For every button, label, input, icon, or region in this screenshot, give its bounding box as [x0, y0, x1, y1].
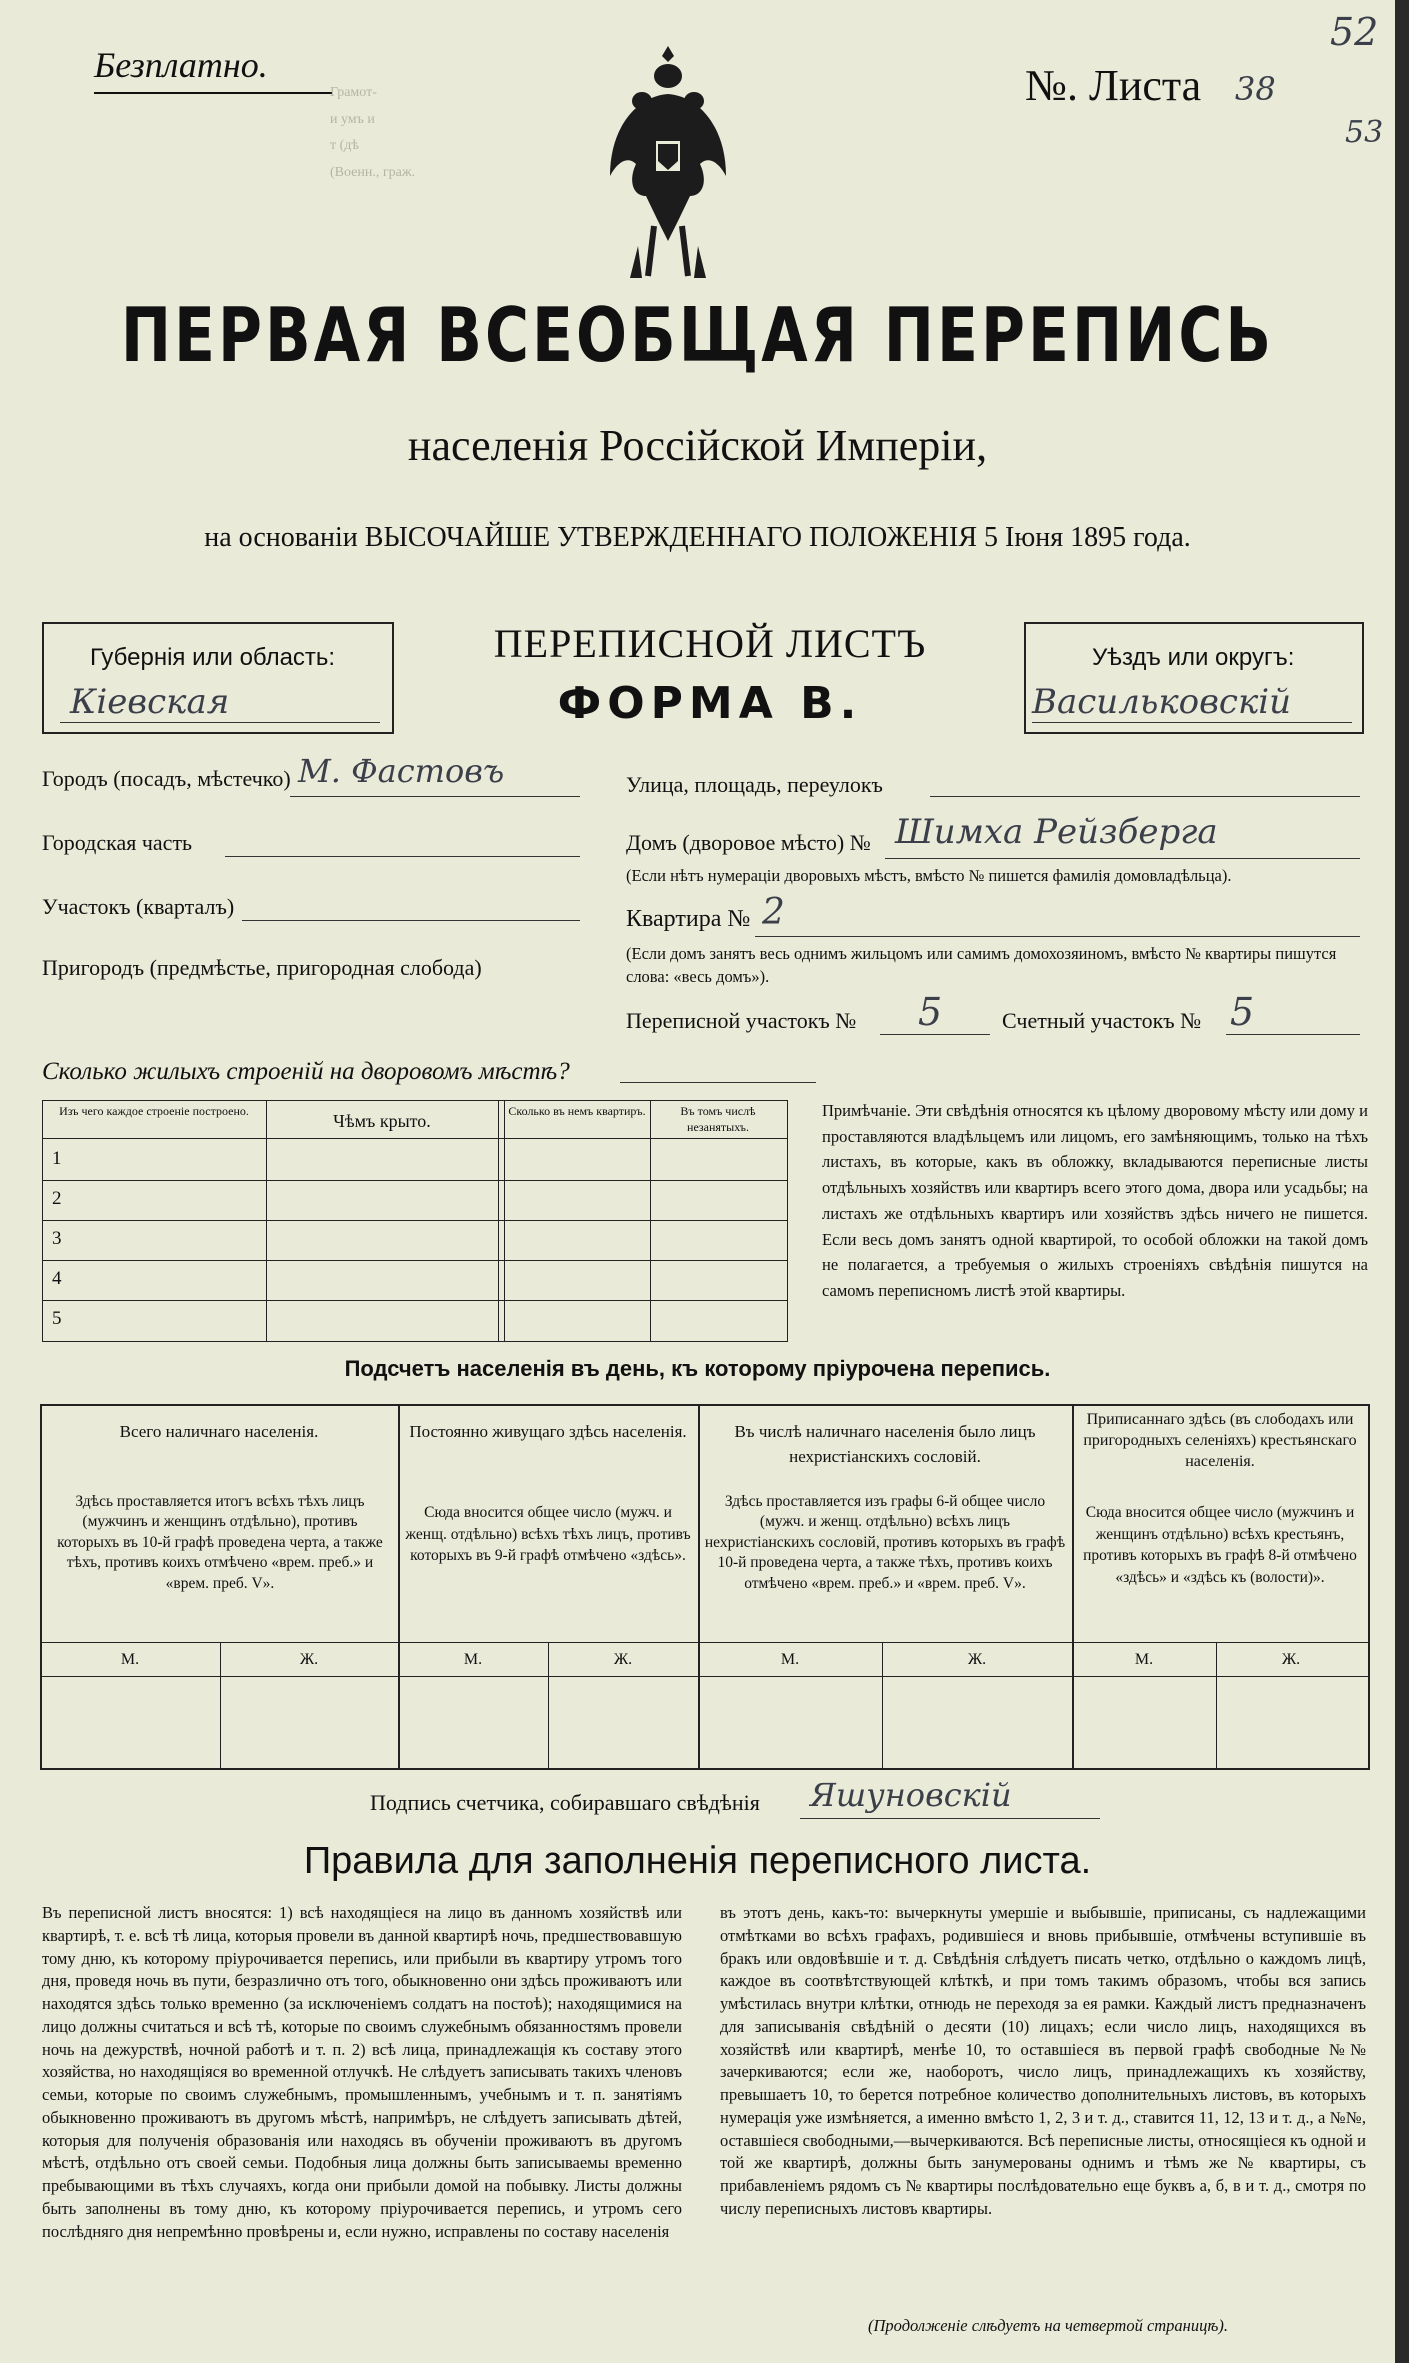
- double-headed-eagle-icon: [608, 46, 728, 281]
- buildings-row-1: 1: [52, 1148, 62, 1169]
- form-sheet-title: ПЕРЕПИСНОЙ ЛИСТЪ: [493, 621, 927, 666]
- apartment-value: 2: [762, 892, 785, 933]
- rules-right-column: въ этотъ день, какъ-то: вычеркнуты умершіе и выбывшіе, приписаны, съ надлежащими отмѣтками во всѣхъ графахъ, родившіеся и вновь прибывшіе, отмѣчены вступившіе въ бракъ или овдовѣвшіе и т. д. Свѣдѣнія слѣдуетъ писать четко, отдѣльно о каждомъ лицѣ, каждое въ соотвѣтствующей клѣткѣ, и при томъ такимъ образомъ, чтобы вся запись умѣстилась внутри клѣтки, отнюдь не переходя за ея рамки. Каждый листъ предназначенъ для записыванія свѣдѣній о десяти (10) лицахъ; если число лицъ, находящихся въ хозяйствѣ или квартирѣ, менѣе 10, то оставшіеся въ первой графѣ свободные №№ зачеркиваются; если же, наоборотъ, число лицъ, принадлежащихъ къ хозяйству, превышаетъ 10, то берется потребное количество дополнительныхъ листовъ, въ которыхъ нумерація уже измѣняется, а именно вмѣсто 1, 2, 3 и т. д., ставится 11, 12, 13 и т. д., а №№, оставшіеся свободными,—вычеркиваются. Всѣ переписные листы, относящіеся къ одной и той же квартирѣ, должны быть занумерованы однимъ и тѣмъ же № квартиры, съ прибавленіемъ рядомъ съ № квартиры послѣдовательно еще буквъ а, б, в и т. д., смотря по числу переписныхъ листовъ квартиры.: [720, 1903, 1366, 2218]
- pop-f-1: Ж.: [299, 1651, 319, 1668]
- apartment-note: (Если домъ занятъ весь однимъ жильцомъ или самимъ домохозяиномъ, вмѣсто № квартиры пишутся слова: «весь домъ»).: [626, 944, 1337, 987]
- pop-col-4-desc: Сюда вносится общее число (мужчинъ и женщинъ отдѣльно) всѣхъ крестьянъ, противъ которыхъ въ графѣ 8-й отмѣчено «здѣсь» и «здѣсь къ (волости)».: [1083, 1504, 1357, 1587]
- house-label: Домъ (дворовое мѣсто) №: [626, 830, 871, 855]
- buildings-table: [42, 1100, 788, 1342]
- pop-col-3-desc: Здѣсь проставляется изъ графы 6-й общее число (мужч. и женщ. отдѣльно) всѣхъ лицъ нехристіанскихъ сословій, противъ которыхъ въ графѣ 10-й проведена черта, а также тѣхъ, противъ коихъ отмѣчено «врем. преб.» и «врем. преб. V».: [704, 1493, 1066, 1592]
- main-title: ПЕРВАЯ ВСЕОБЩАЯ ПЕРЕПИСЬ: [120, 292, 1275, 380]
- buildings-row-2: 2: [52, 1188, 62, 1209]
- buildings-row-4: 4: [52, 1268, 62, 1289]
- sheet-number-corner-2: 53: [1345, 115, 1384, 150]
- scan-edge: [1395, 0, 1409, 2363]
- pop-m-2: М.: [463, 1651, 483, 1668]
- pop-col-1-head: Всего наличнаго населенія.: [119, 1422, 319, 1441]
- sheet-number-corner: 52: [1330, 10, 1379, 54]
- pop-f-3: Ж.: [967, 1651, 987, 1668]
- rules-continued: (Продолженіе слѣдуетъ на четвертой страницѣ).: [868, 2316, 1228, 2335]
- enumerator-signature-value: Яшуновскій: [810, 1776, 1012, 1814]
- buildings-row-5: 5: [52, 1308, 62, 1329]
- sheet-number-value: 38: [1235, 70, 1276, 108]
- province-value: Кіевская: [70, 682, 230, 722]
- pop-m-1: М.: [120, 1651, 140, 1668]
- buildings-col-apartments: Сколько въ немъ квартиръ.: [508, 1104, 646, 1118]
- note-heading: Примѣчаніе.: [822, 1101, 911, 1120]
- apartment-label: Квартира №: [626, 906, 751, 932]
- population-count-title: Подсчетъ населенія въ день, къ которому пріурочена перепись.: [344, 1356, 1051, 1381]
- house-value: Шимха Рейзберга: [895, 812, 1218, 852]
- city-value: М. Фастовъ: [298, 752, 505, 790]
- pop-m-4: М.: [1134, 1651, 1154, 1668]
- note-text: Эти свѣдѣнія относятся къ цѣлому дворовому мѣсту или дому и проставляются владѣльцемъ или лицомъ, его замѣняющимъ, только на тѣхъ листахъ, въ которые, какъ въ обложку, вкладываются переписные листы отдѣльныхъ хозяйствъ или квартиръ всего этого дома, двора или усадьбы; на листахъ же отдѣльныхъ квартиръ или хозяйствъ здѣсь ничего не пишется. Если весь домъ занятъ одной квартирой, то особой обложки на такой домъ не полагается, а требуемыя о жилыхъ строеніяхъ свѣдѣнія пишутся на самомъ переписномъ листѣ этой квартиры.: [822, 1101, 1368, 1301]
- buildings-col-vacant: Въ томъ числѣ незанятыхъ.: [680, 1104, 756, 1134]
- pop-col-1-desc: Здѣсь проставляется итогъ всѣхъ тѣхъ лицъ (мужчинъ и женщинъ отдѣльно), противъ которыхъ въ 10-й графѣ проведена черта, а также тѣхъ, противъ коихъ отмѣчено «врем. преб.» и «врем. преб. V».: [57, 1493, 383, 1592]
- counting-precinct-label: Счетный участокъ №: [1002, 1008, 1202, 1033]
- suburb-label: Пригородъ (предмѣстье, пригородная слобода): [42, 955, 482, 980]
- city-part-label: Городская часть: [42, 830, 193, 855]
- basis-line: на основаніи ВЫСОЧАЙШЕ УТВЕРЖДЕННАГО ПОЛОЖЕНІЯ 5 Іюня 1895 года.: [204, 522, 1191, 553]
- bleedthrough-left: Грамот- и умъ и т (дѣ (Военн., граж.: [330, 85, 415, 180]
- pop-col-3-head: Въ числѣ наличнаго населенія было лицъ нехристіанскихъ сословій.: [734, 1422, 1036, 1466]
- house-note: (Если нѣтъ нумераціи дворовыхъ мѣстъ, вмѣсто № пишется фамилія домовладѣльца).: [626, 866, 1232, 885]
- street-label: Улица, площадь, переулокъ: [626, 772, 883, 797]
- note-paragraph: [822, 1098, 1368, 1304]
- pop-col-2-head: Постоянно живущаго здѣсь населенія.: [409, 1422, 687, 1441]
- pop-col-4-head: Приписаннаго здѣсь (въ слободахъ или пригородныхъ селеніяхъ) крестьянскаго населенія.: [1083, 1411, 1357, 1470]
- buildings-question: Сколько жилыхъ строеній на дворовомъ мѣстѣ?: [42, 1058, 570, 1085]
- sheet-number-label: №. Листа: [1025, 61, 1202, 110]
- free-underline: [94, 92, 332, 94]
- pop-f-2: Ж.: [613, 1651, 633, 1668]
- pop-col-2-desc: Сюда вносится общее число (мужч. и женщ. отдѣльно) всѣхъ тѣхъ лицъ, противъ которыхъ въ 9-й графѣ отмѣчено «здѣсь».: [405, 1504, 691, 1565]
- census-precinct-value: 5: [918, 990, 943, 1034]
- subtitle: населенія Россійской Имперіи,: [407, 421, 988, 470]
- census-precinct-label: Переписной участокъ №: [626, 1008, 857, 1033]
- form-code: ФОРМА В.: [557, 678, 863, 729]
- district-label: Уѣздъ или округъ:: [1092, 644, 1295, 671]
- buildings-col-roof: Чѣмъ крыто.: [333, 1111, 431, 1131]
- rules-title: Правила для заполненія переписного листа.: [303, 1840, 1092, 1882]
- pop-m-3: М.: [780, 1651, 800, 1668]
- enumerator-signature-label: Подпись счетчика, собиравшаго свѣдѣнія: [370, 1790, 760, 1815]
- province-label: Губернія или область:: [90, 644, 336, 671]
- buildings-row-3: 3: [52, 1228, 62, 1249]
- free-label: Безплатно.: [94, 45, 268, 85]
- city-label: Городъ (посадъ, мѣстечко): [42, 766, 291, 791]
- district-value: Васильковскій: [1032, 682, 1292, 722]
- precinct-label: Участокъ (кварталъ): [42, 894, 235, 919]
- pop-f-4: Ж.: [1281, 1651, 1301, 1668]
- rules-left-column: Въ переписной листъ вносятся: 1) всѣ находящіеся на лицо въ данномъ хозяйствѣ или квартирѣ, т. е. всѣ тѣ лица, которыя провели въ данной квартирѣ ночь, предшествовавшую тому дню, къ которому пріурочивается перепись, или прибыли въ квартиру утромъ того дня, проведя ночь въ пути, безразлично отъ того, обыкновенно они здѣсь проживаютъ или находятся здѣсь только временно (за исключеніемъ солдатъ на постоѣ); находящимися на лицо должны считаться и всѣ тѣ, которые по своимъ служебнымъ обязанностямъ провели ночь на дежурствѣ, ночной работѣ и т. п. 2) всѣ лица, принадлежащія къ составу этого хозяйства, но находящіяся во временной отлучкѣ. Не слѣдуетъ записывать такихъ членовъ семьи, которые по своимъ служебнымъ, промышленнымъ, учебнымъ и т. п. занятіямъ обыкновенно проживаютъ въ другомъ мѣстѣ, напримѣръ, не слѣдуетъ записывать дѣтей, которыя для полученія образованія или находясь въ обученіи проживаютъ въ другомъ мѣстѣ, отдѣльно отъ своей семьи. Подобныя лица должны быть записываемы временно пребывающими въ тѣхъ случаяхъ, когда они прибыли домой на побывку. Листы должны быть заполнены въ тому дню, къ которому пріурочивается перепись, и утромъ сего послѣдняго дня непремѣнно провѣрены и, если нужно, исправлены по составу населенія: [42, 1903, 682, 2241]
- buildings-col-type: Изъ чего каждое строеніе построено.: [59, 1104, 249, 1118]
- counting-precinct-value: 5: [1230, 990, 1255, 1034]
